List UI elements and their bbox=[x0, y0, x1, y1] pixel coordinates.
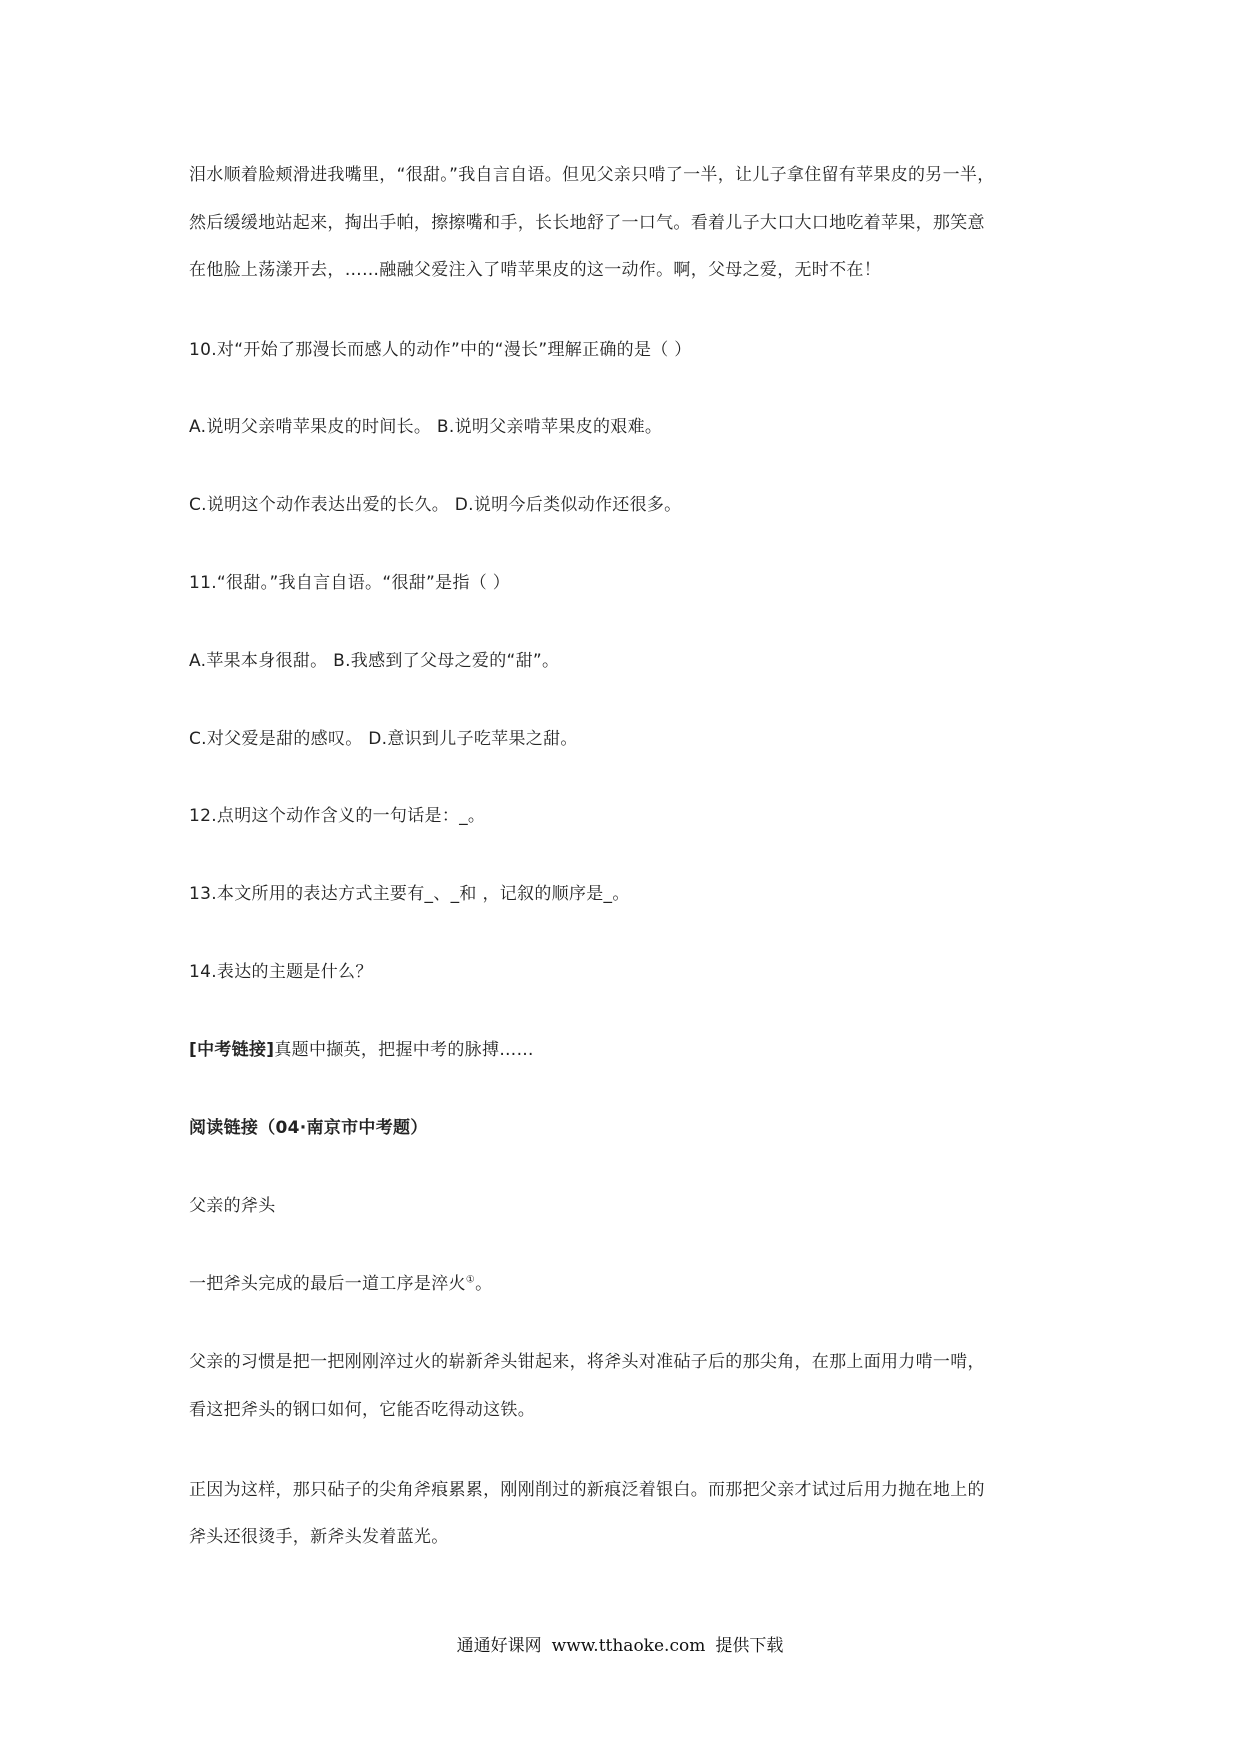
reading-paragraph-1-end: 。 bbox=[475, 1274, 493, 1294]
footnote-marker: ① bbox=[465, 1274, 476, 1286]
passage-line-1: 泪水顺着脸颊滑进我嘴里，“很甜。”我自言自语。但见父亲只啃了一半，让儿子拿住留有苹果皮的另一半， bbox=[189, 165, 995, 185]
question-10-options-cd: C.说明这个动作表达出爱的长久。 D.说明今后类似动作还很多。 bbox=[189, 495, 682, 515]
passage-line-3: 在他脸上荡漾开去，……融融父爱注入了啃苹果皮的这一动作。啊，父母之爱，无时不在！ bbox=[189, 260, 881, 280]
question-10-options-ab: A.说明父亲啃苹果皮的时间长。 B.说明父亲啃苹果皮的艰难。 bbox=[189, 417, 663, 437]
reading-paragraph-3-line-2: 斧头还很烫手，新斧头发着蓝光。 bbox=[189, 1527, 449, 1547]
passage-line-2: 然后缓缓地站起来，掏出手帕，擦擦嘴和手，长长地舒了一口气。看着儿子大口大口地吃着苹果，那笑意 bbox=[189, 213, 985, 233]
reading-title: 父亲的斧头 bbox=[189, 1196, 276, 1216]
question-13: 13.本文所用的表达方式主要有_、_和 ，记叙的顺序是_。 bbox=[189, 884, 630, 904]
reading-paragraph-2-line-2: 看这把斧头的钢口如何，它能否吃得动这铁。 bbox=[189, 1400, 535, 1420]
page-footer bbox=[0, 1634, 1240, 1658]
question-12: 12.点明这个动作含义的一句话是：_。 bbox=[189, 806, 486, 826]
question-14: 14.表达的主题是什么？ bbox=[189, 962, 373, 982]
question-11-options-ab: A.苹果本身很甜。 B.我感到了父母之爱的“甜”。 bbox=[189, 651, 560, 671]
reading-paragraph-2-line-1: 父亲的习惯是把一把刚刚淬过火的崭新斧头钳起来，将斧头对准砧子后的那尖角，在那上面用力啃一啃， bbox=[189, 1352, 985, 1372]
footer-url[interactable]: www.tthaoke.com bbox=[551, 1636, 706, 1656]
exam-link-text: 真题中撷英，把握中考的脉搏…… bbox=[274, 1040, 534, 1060]
footer-site-name: 通通好课网 bbox=[456, 1636, 542, 1656]
reading-paragraph-1 bbox=[189, 1272, 492, 1296]
footer-suffix: 提供下载 bbox=[715, 1636, 784, 1656]
exam-link-label: [中考链接] bbox=[189, 1040, 275, 1060]
reading-paragraph-1-text: 一把斧头完成的最后一道工序是淬火 bbox=[189, 1274, 466, 1294]
question-10-stem: 10.对“开始了那漫长而感人的动作”中的“漫长”理解正确的是（ ） bbox=[189, 340, 692, 360]
reading-link-heading: 阅读链接（04·南京市中考题） bbox=[189, 1118, 428, 1138]
exam-link-line bbox=[189, 1038, 534, 1062]
question-11-options-cd: C.对父爱是甜的感叹。 D.意识到儿子吃苹果之甜。 bbox=[189, 729, 578, 749]
reading-paragraph-3-line-1: 正因为这样，那只砧子的尖角斧痕累累，刚刚削过的新痕泛着银白。而那把父亲才试过后用力抛在地上的 bbox=[189, 1480, 985, 1500]
question-11-stem: 11.“很甜。”我自言自语。“很甜”是指（ ） bbox=[189, 573, 511, 593]
